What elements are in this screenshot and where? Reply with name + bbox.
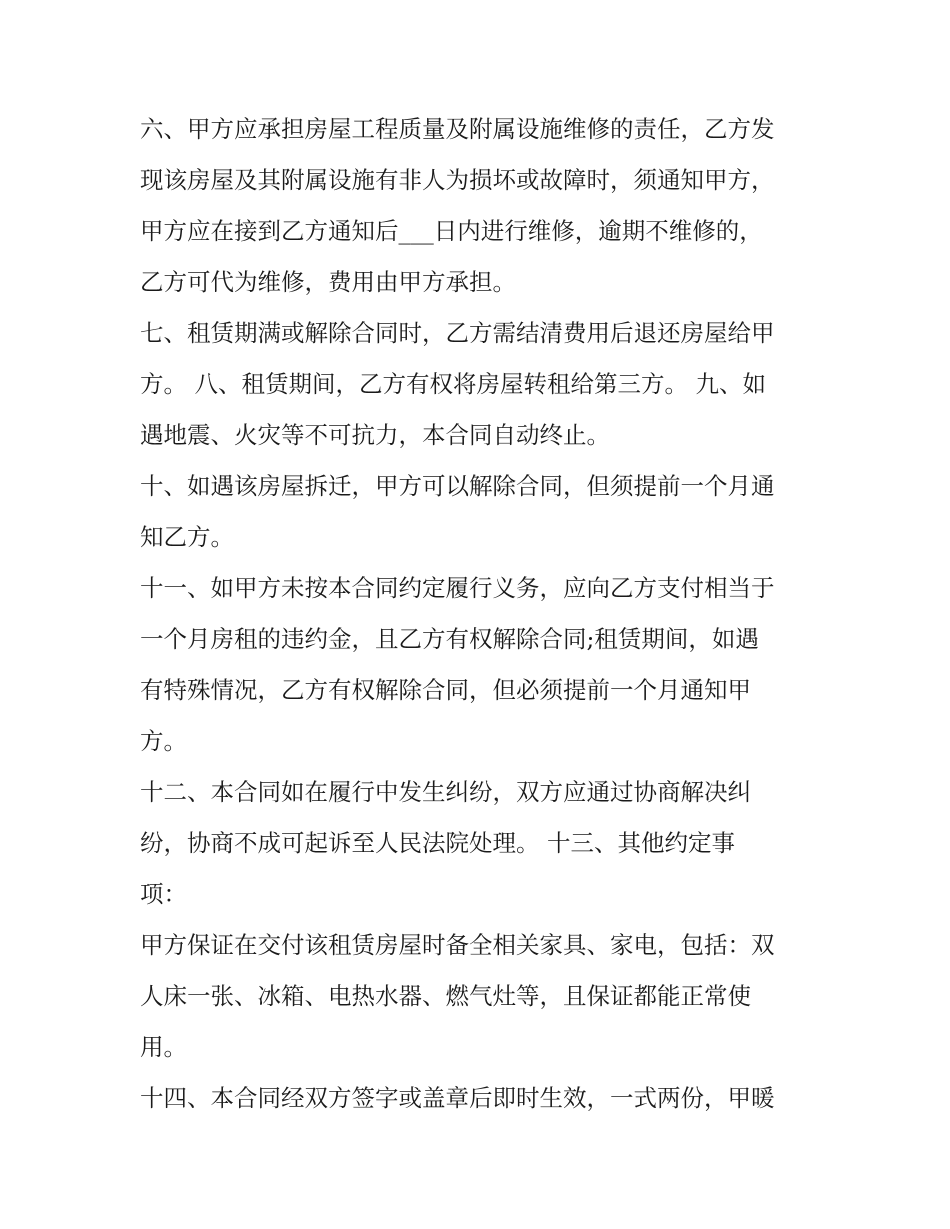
text-line: 甲方保证在交付该租赁房屋时备全相关家具、家电，包括：双 xyxy=(140,931,775,959)
text-line: 甲方应在接到乙方通知后___日内进行维修，逾期不维修的， xyxy=(140,217,763,245)
text-line: 十二、本合同如在履行中发生纠纷，双方应通过协商解决纠 xyxy=(140,778,751,806)
text-line: 现该房屋及其附属设施有非人为损坏或故障时，须通知甲方， xyxy=(140,166,775,194)
contract-text-body xyxy=(140,104,830,1124)
text-line: 用。 xyxy=(140,1033,187,1061)
text-line: 一个月房租的违约金，且乙方有权解除合同;租赁期间，如遇 xyxy=(140,625,759,653)
text-line: 人床一张、冰箱、电热水器、燃气灶等，且保证都能正常使 xyxy=(140,982,751,1010)
text-line: 有特殊情况，乙方有权解除合同，但必须提前一个月通知甲 xyxy=(140,676,751,704)
text-line: 六、甲方应承担房屋工程质量及附属设施维修的责任，乙方发 xyxy=(140,115,775,143)
text-line: 知乙方。 xyxy=(140,523,234,551)
text-line: 十一、如甲方未按本合同约定履行义务，应向乙方支付相当于 xyxy=(140,574,775,602)
text-line: 方。 xyxy=(140,727,187,755)
text-line: 纷，协商不成可起诉至人民法院处理。 十三、其他约定事 xyxy=(140,829,735,857)
text-line: 十四、本合同经双方签字或盖章后即时生效，一式两份，甲暖 xyxy=(140,1084,775,1112)
text-line: 方。 八、租赁期间，乙方有权将房屋转租给第三方。 九、如 xyxy=(140,370,766,398)
text-line: 遇地震、火灾等不可抗力，本合同自动终止。 xyxy=(140,421,610,449)
text-line: 项： xyxy=(140,880,187,908)
text-line: 十、如遇该房屋拆迁，甲方可以解除合同，但须提前一个月通 xyxy=(140,472,775,500)
text-line: 乙方可代为维修，费用由甲方承担。 xyxy=(140,268,516,296)
text-line: 七、租赁期满或解除合同时，乙方需结清费用后退还房屋给甲 xyxy=(140,319,775,347)
